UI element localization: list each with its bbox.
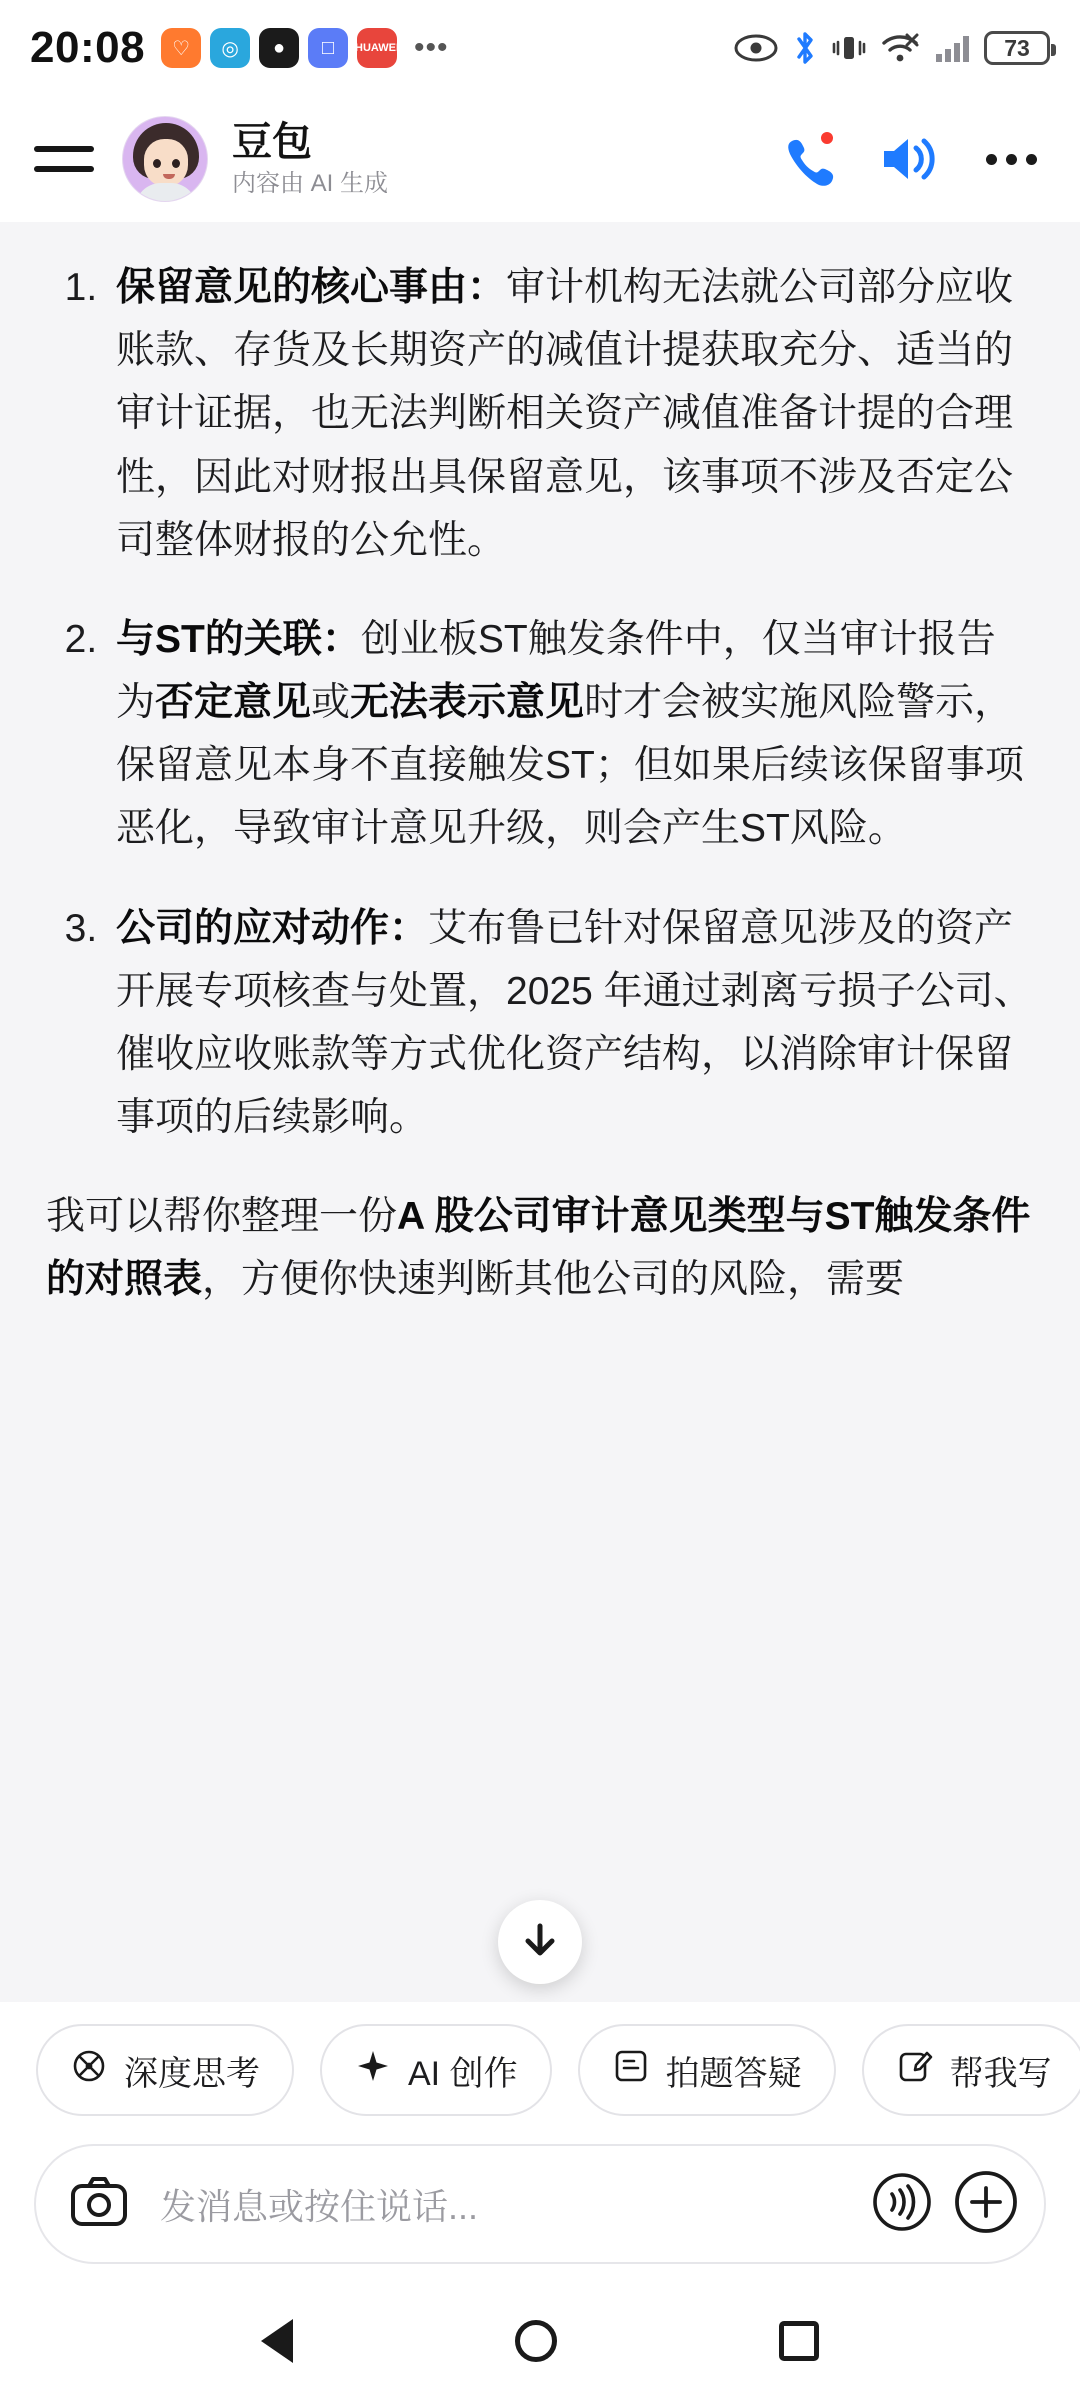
chip-label: AI 创作 (408, 2054, 518, 2093)
status-overflow-icon: ••• (414, 31, 449, 64)
item-bold-1: 否定意见 (155, 681, 312, 725)
chip-help-write[interactable] (862, 2024, 1080, 2116)
battery-percent: 73 (1004, 34, 1030, 61)
scroll-to-bottom-button[interactable] (498, 1900, 582, 1984)
heart-app-icon: ♡ (161, 28, 201, 68)
item-body: 审计机构无法就公司部分应收账款、存货及长期资产的减值计提获取充分、适当的审计证据，也无法判断相关资产减值准备计提的合理性，因此对财报出具保留意见，该事项不涉及否定公司整体财报的公允性。 (116, 266, 1014, 562)
call-notification-dot (818, 129, 836, 147)
closing-bold: A 股公司审计意见类型与ST触发条件的对照表 (46, 1195, 1031, 1302)
item-body-part-3: 时才会被实施风险警示，保留意见本身不直接触发ST；但如果后续该保留事项恶化，导致审计意见升级，则会产生ST风险。 (116, 681, 1024, 851)
item-separator: ： (321, 617, 361, 661)
plus-icon[interactable] (954, 2170, 1018, 2239)
chip-label: 拍题答疑 (665, 2054, 802, 2093)
more-icon[interactable] (980, 128, 1042, 190)
item-heading: 与ST的关联 (116, 617, 322, 661)
item-body-part-1: 创业板ST触发条件中，仅当审计报告为 (116, 617, 996, 725)
eye-icon (734, 34, 778, 62)
menu-icon[interactable] (34, 135, 96, 183)
app-header (0, 96, 1080, 222)
home-button[interactable] (515, 2320, 557, 2362)
status-bar (0, 0, 1080, 96)
system-nav-bar (0, 2282, 1080, 2400)
huawei-app-icon: HUAWEI (357, 28, 397, 68)
avatar[interactable] (122, 116, 208, 202)
back-button[interactable] (261, 2319, 293, 2363)
scan-icon (612, 2047, 650, 2094)
bluetooth-icon (792, 29, 818, 67)
header-title-block (232, 120, 388, 197)
item-separator: ： (389, 906, 429, 950)
chip-label: 深度思考 (124, 2054, 260, 2093)
chat-message-area (0, 222, 1080, 2002)
chip-photo-solve[interactable] (578, 2024, 836, 2116)
ai-generated-note: 内容由 AI 生成 (232, 170, 389, 198)
list-item (108, 256, 1034, 572)
status-right-icons (734, 29, 1050, 67)
item-heading: 保留意见的核心事由 (116, 266, 468, 309)
message-input[interactable]: 发消息或按住说话... (160, 2185, 479, 2227)
closing-part-1: 我可以帮你整理一份 (46, 1195, 398, 1239)
list-item (108, 897, 1034, 1150)
vibrate-icon (832, 31, 866, 65)
phone-icon[interactable] (776, 128, 838, 190)
closing-paragraph (46, 1185, 1034, 1311)
item-body: 艾布鲁已针对保留意见涉及的资产开展专项核查与处置，2025 年通过剥离亏损子公司、催收应收账款等方式优化资产结构，以消除审计保留事项的后续影响。 (116, 906, 1033, 1140)
notes-app-icon: □ (308, 28, 348, 68)
battery-icon (984, 31, 1050, 65)
input-pill[interactable] (34, 2144, 1046, 2264)
signal-icon (934, 32, 970, 64)
quick-action-chips (0, 2002, 1080, 2132)
atom-icon (70, 2047, 108, 2094)
page-title: 豆包 (232, 120, 312, 165)
list-item (108, 608, 1034, 861)
speaker-icon[interactable] (878, 128, 940, 190)
voice-wave-icon[interactable] (872, 2172, 932, 2237)
item-bold-2: 无法表示意见 (350, 681, 585, 725)
message-input-bar (0, 2132, 1080, 2282)
item-body-part-2: 或 (311, 681, 351, 725)
header-actions (776, 128, 1046, 190)
camera-icon[interactable] (70, 2176, 128, 2233)
status-clock: 20:08 (30, 23, 146, 72)
chip-ai-create[interactable] (320, 2024, 552, 2116)
item-heading: 公司的应对动作 (116, 906, 390, 950)
answer-list (46, 256, 1034, 1149)
panda-app-icon: ● (259, 28, 299, 68)
closing-part-2: ，方便你快速判断其他公司的风险，需要 (202, 1258, 905, 1302)
wifi-icon (880, 32, 920, 64)
edge-browser-icon: ◎ (210, 28, 250, 68)
chip-label: 帮我写 (949, 2054, 1052, 2093)
item-separator: ： (467, 266, 507, 309)
status-app-icons (161, 28, 449, 68)
pencil-icon (896, 2047, 934, 2094)
arrow-down-icon (517, 1917, 563, 1968)
recents-button[interactable] (779, 2321, 819, 2361)
sparkle-icon (354, 2047, 392, 2094)
chip-deep-think[interactable] (36, 2024, 294, 2116)
